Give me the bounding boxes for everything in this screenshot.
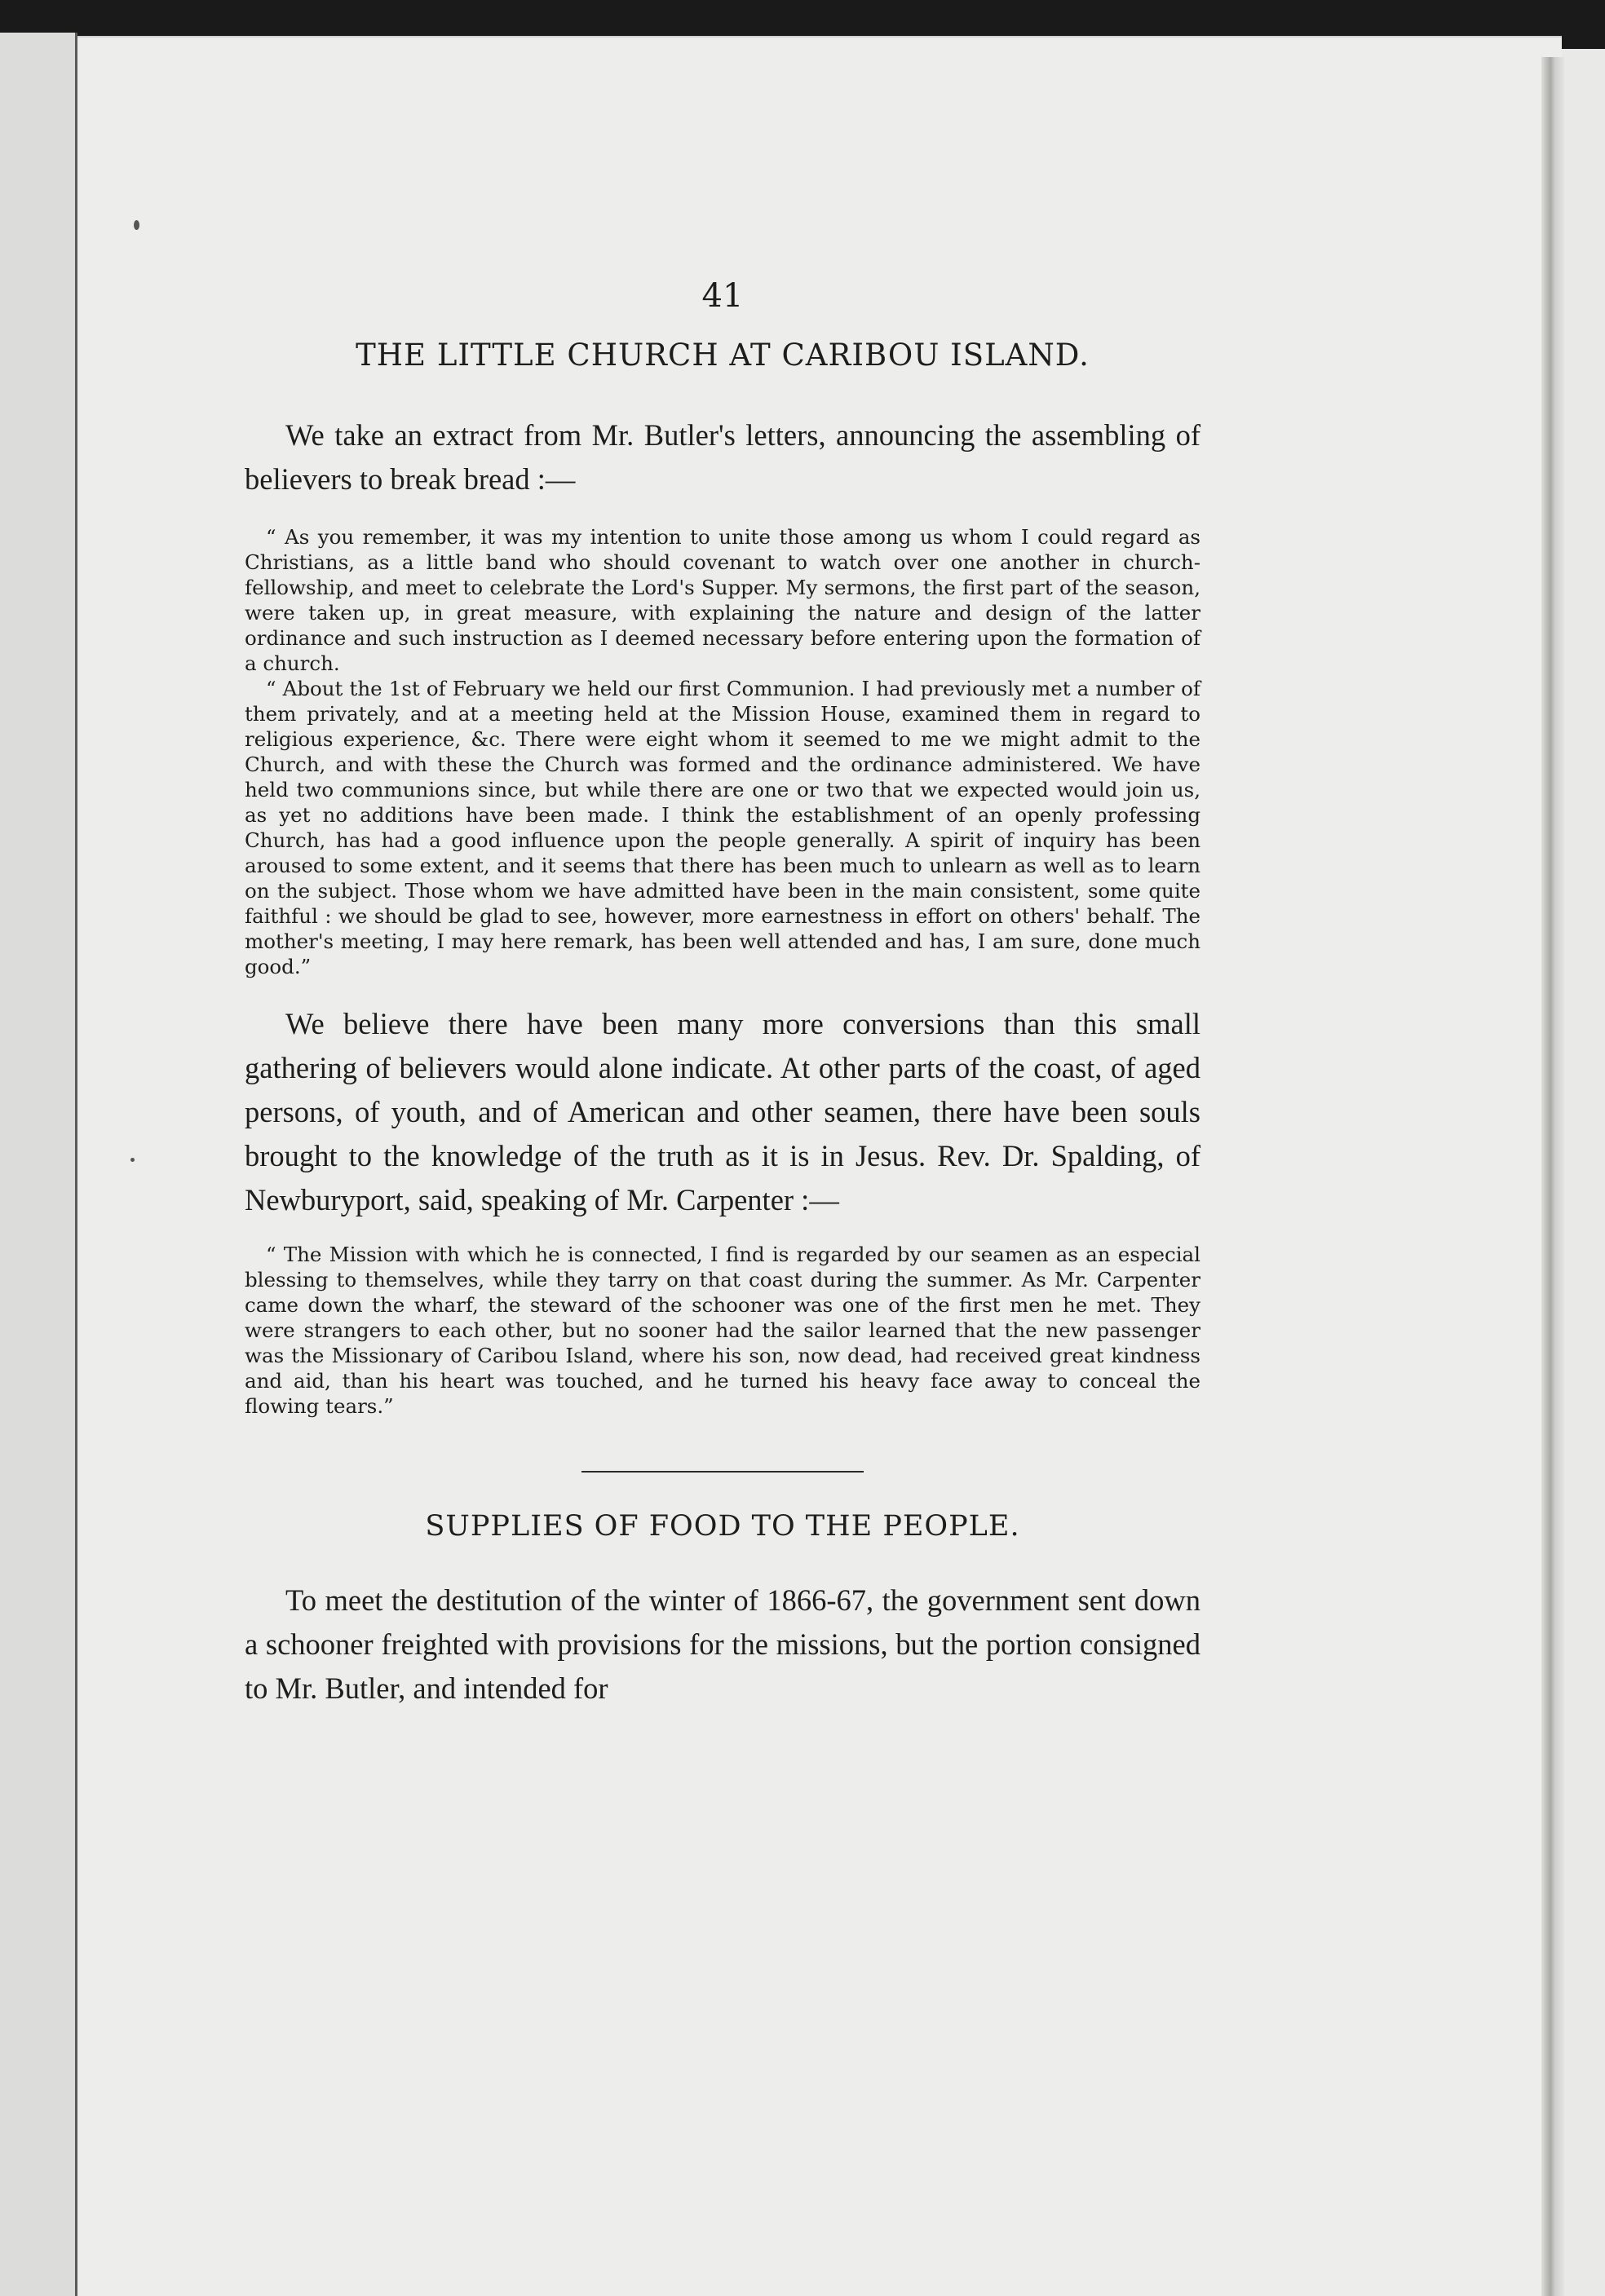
page-content (245, 277, 1200, 1711)
section-title-caribou-church: THE LITTLE CHURCH AT CARIBOU ISLAND. (356, 338, 1090, 373)
quote-paragraph: “ The Mission with which he is connected, I find is regarded by our seamen as an especial blessing to themselves, while they tarry on that coast during the summer. As Mr. Carpenter came down the wharf, the steward of the schooner was one of the first men he met. They were strangers to each other, but no sooner had the sailor learned that the new passenger was the Missionary of Caribou Island, where his son, now dead, had received great kindness and aid, than his heart was touched, and he turned his heavy face away to conceal the flowing tears.” (245, 1243, 1200, 1418)
page-edge-shadow (1541, 57, 1564, 2296)
section-title-food-supplies: SUPPLIES OF FOOD TO THE PEOPLE. (425, 1510, 1020, 1543)
page-number: 41 (701, 277, 744, 315)
food-supplies-paragraph: To meet the destitution of the winter of 1866-67, the government sent down a schooner freighted with provisions for the missions, but the portion consigned to Mr. Butler, and intended for (245, 1583, 1200, 1705)
quote-paragraph: “ As you remember, it was my intention to unite those among us whom I could regard as Christians, as a little band who should covenant to watch over one another in church-fellowship, and meet to celebrate the Lord's Supper. My sermons, the first part of the season, were taken up, in great measure, with explaining the nature and design of the latter ordinance and such instruction as I deemed necessary before entering upon the formation of a church. (245, 525, 1200, 675)
quote-paragraph: “ About the 1st of February we held our first Communion. I had previously met a number of them privately, and at a meeting held at the Mission House, examined them in regard to religious experience, &c. There were eight whom it seemed to me we might admit to the Church, and with these the Church was formed and the ordinance administered. We have held two communions since, but while there are one or two that we expected would join us, as yet no additions have been made. I think the establishment of an openly professing Church, has had a good influence upon the people generally. A spirit of inquiry has been aroused to some extent, and it seems that there has been much to unlearn as well as to learn on the subject. Those whom we have admitted have been in the main consistent, some quite faithful : we should be glad to see, however, more earnestness in effort on others' behalf. The mother's meeting, I may here remark, has been well attended and has, I am sure, done much good.” (245, 677, 1200, 978)
butler-letter-quote (245, 524, 1200, 979)
ink-speck (134, 220, 139, 230)
intro-paragraph: We take an extract from Mr. Butler's letters, announcing the assembling of believers to break bread :— (245, 418, 1200, 496)
ink-speck (130, 1158, 135, 1162)
spalding-quote (245, 1242, 1200, 1419)
section-divider (581, 1471, 864, 1473)
facing-page-edge (0, 33, 77, 2296)
conversions-paragraph: We believe there have been many more conversions than this small gathering of believers would alone indicate. At other parts of the coast, of aged persons, of youth, and of American and other seamen, there have been souls brought to the knowledge of the truth as it is in Jesus. Rev. Dr. Spalding, of Newburyport, said, speaking of Mr. Carpenter :— (245, 1007, 1200, 1216)
